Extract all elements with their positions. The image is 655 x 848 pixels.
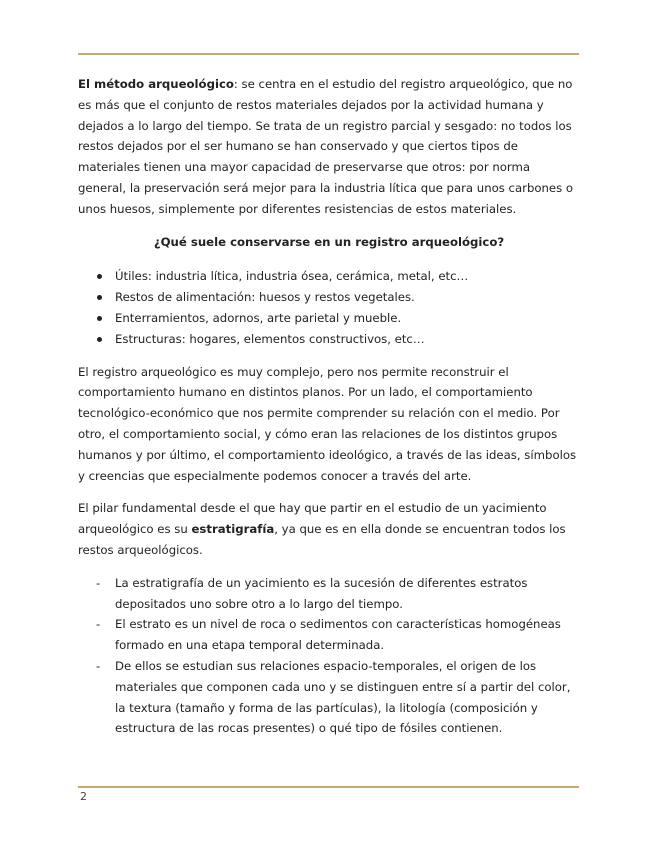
list-item bbox=[78, 573, 580, 615]
dash-marker: - bbox=[96, 575, 101, 590]
page-body bbox=[78, 74, 580, 739]
header-rule bbox=[78, 53, 579, 55]
registro-paragraph: El registro arqueológico es muy complejo, pero nos permite reconstruir el comportamiento humano en distintos planos. Por un lado, el comportamiento tecnológico-económico que nos permite comprender su relación con el medio. Por otro, el comportamiento social, y cómo eran las relaciones de los distintos grupos humanos y por último, el comportamiento ideológico, a través de las ideas, símbolos y creencias que especialmente podemos conocer a través del arte. bbox=[78, 364, 577, 483]
estratigrafia-paragraph bbox=[78, 498, 580, 560]
list-item: Enterramientos, adornos, arte parietal y mueble. bbox=[78, 308, 580, 329]
list-item: Estructuras: hogares, elementos constructivos, etc… bbox=[78, 329, 580, 350]
estratigrafia-bold: estratigrafía bbox=[191, 522, 275, 537]
dash-marker: - bbox=[96, 658, 101, 673]
list-item: Restos de alimentación: huesos y restos vegetales. bbox=[78, 287, 580, 308]
dash-marker: - bbox=[96, 617, 101, 632]
dash-item-text: La estratigrafía de un yacimiento es la sucesión de diferentes estratos depositados uno sobre otro a lo largo del tiempo. bbox=[115, 575, 528, 611]
estratigrafia-after: , ya que es en ella donde se encuentran todos los restos arqueológicos. bbox=[78, 522, 566, 557]
intro-paragraph bbox=[78, 74, 580, 220]
section-heading: ¿Qué suele conservarse en un registro arqueológico? bbox=[153, 234, 505, 249]
page-number: 2 bbox=[80, 790, 87, 803]
estratigrafia-before: El pilar fundamental desde el que hay que partir en el estudio de un yacimiento arqueológico es su bbox=[78, 501, 547, 537]
intro-text: : se centra en el estudio del registro arqueológico, que no es más que el conjunto de restos materiales dejados por la actividad humana y dejados a lo largo del tiempo. Se trata de un registro parcial y sesgado: no todos los restos dejados por el ser humano se han conservado y que ciertos tipos de materiales tienen una mayor capacidad de preservarse que otros: por norma general, la preservación será mejor para la industria lítica que para unos carbones o unos huesos, simplemente por diferentes resistencias de estos materiales. bbox=[78, 77, 574, 216]
dash-item-text: De ellos se estudian sus relaciones espacio-temporales, el origen de los materiales que componen cada uno y se distinguen entre sí a partir del color, la textura (tamaño y forma de las partículas), la litología (composición y estructura de las rocas presentes) o qué tipo de fósiles contienen. bbox=[115, 658, 571, 736]
dash-list bbox=[78, 573, 580, 739]
footer-rule bbox=[78, 786, 579, 788]
intro-lead: El método arqueológico bbox=[78, 77, 234, 91]
bullet-list bbox=[78, 266, 580, 349]
list-item bbox=[78, 614, 580, 656]
list-item: Útiles: industria lítica, industria ósea, cerámica, metal, etc… bbox=[78, 266, 580, 287]
list-item bbox=[78, 656, 580, 739]
dash-item-text: El estrato es un nivel de roca o sedimentos con características homogéneas formado en una etapa temporal determinada. bbox=[115, 617, 561, 653]
